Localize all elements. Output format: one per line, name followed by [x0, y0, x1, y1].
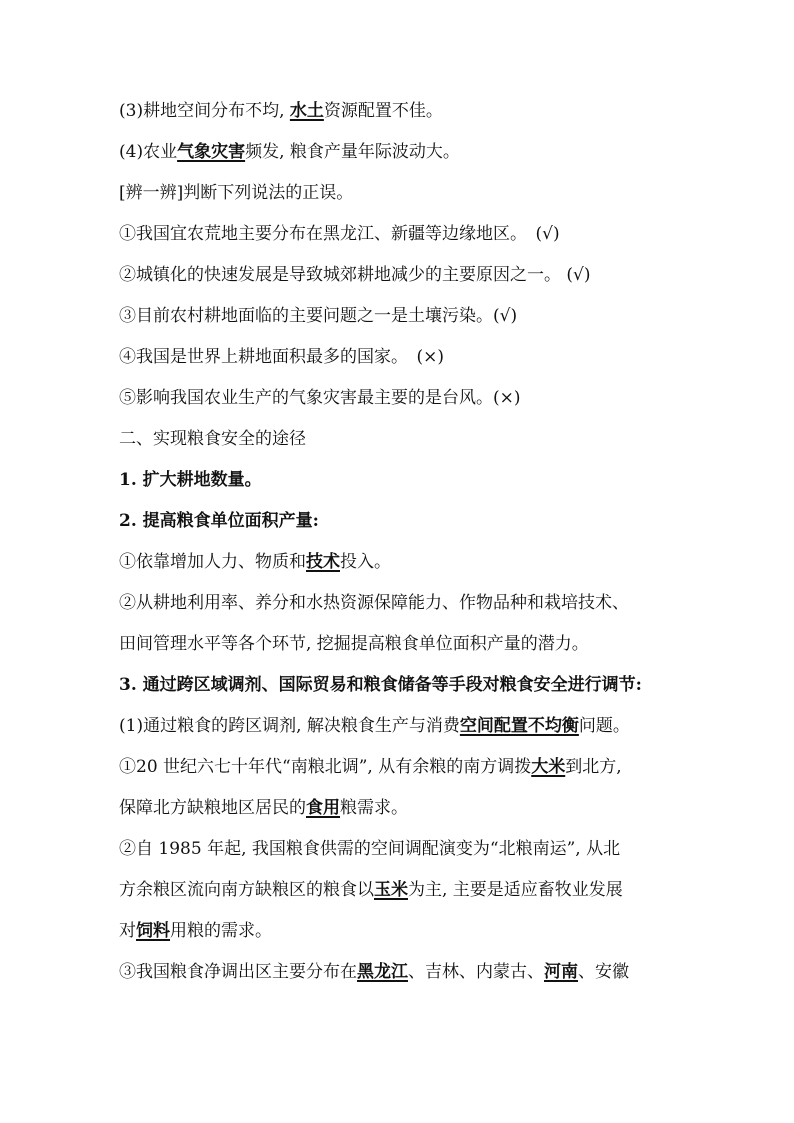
text-span: 为主, 主要是适应畜牧业发展: [408, 880, 623, 900]
judgement-item-2: ②城镇化的快速发展是导致城郊耕地减少的主要原因之一。 (√): [119, 265, 591, 285]
text-line-2: [119, 141, 689, 163]
text-line-14: 田间管理水平等各个环节, 挖掘提高粮食单位面积产量的潜力。: [119, 634, 589, 654]
judgement-item-3: ③目前农村耕地面临的主要问题之一是土壤污染。(√): [119, 306, 518, 326]
underlined-answer: 黑龙江: [357, 962, 408, 982]
text-span: (1)通过粮食的跨区调剂, 解决粮食生产与消费: [119, 716, 460, 736]
text-span: (3)耕地空间分布不均,: [119, 101, 290, 121]
underlined-answer: 空间配置不均衡: [459, 716, 579, 736]
section-heading: 二、实现粮食安全的途径: [119, 429, 306, 449]
text-span: 粮需求。: [340, 798, 408, 818]
underlined-answer: 河南: [544, 962, 578, 982]
text-line-13: ②从耕地利用率、养分和水热资源保障能力、作物品种和栽培技术、: [119, 593, 629, 613]
text-span: 用粮的需求。: [170, 921, 272, 941]
point-3: 3. 通过跨区域调剂、国际贸易和粮食储备等手段对粮食安全进行调节:: [119, 675, 642, 695]
text-span: 方余粮区流向南方缺粮区的粮食以: [119, 880, 374, 900]
underlined-answer: 食用: [306, 798, 340, 818]
point-2: 2. 提高粮食单位面积产量:: [119, 511, 319, 531]
text-line-20: [119, 879, 689, 901]
underlined-answer: 大米: [531, 757, 566, 777]
text-line-16: [119, 715, 689, 737]
point-1: 1. 扩大耕地数量。: [119, 470, 262, 490]
text-span: 、安徽: [578, 962, 629, 982]
text-line-18: [119, 797, 689, 819]
text-line-17: [119, 756, 689, 778]
text-line-22: [119, 961, 689, 983]
text-span: 对: [119, 921, 136, 941]
text-line-1: [119, 100, 689, 122]
text-span: ①依靠增加人力、物质和: [119, 552, 306, 572]
text-span: ①20 世纪六七十年代“南粮北调”, 从有余粮的南方调拨: [119, 757, 532, 777]
text-span: 、吉林、内蒙古、: [408, 962, 544, 982]
underlined-answer: 水土: [289, 101, 324, 121]
text-span: 资源配置不佳。: [323, 101, 443, 121]
text-span: 保障北方缺粮地区居民的: [119, 798, 306, 818]
exercise-heading: [辨一辨]判断下列说法的正误。: [119, 183, 354, 203]
judgement-item-4: ④我国是世界上耕地面积最多的国家。 (×): [119, 347, 445, 367]
underlined-answer: 玉米: [374, 880, 408, 900]
underlined-answer: 饲料: [136, 921, 170, 941]
text-span: 频发, 粮食产量年际波动大。: [245, 142, 460, 162]
text-span: 到北方,: [565, 757, 622, 777]
text-span: (4)农业: [119, 142, 178, 162]
text-span: 投入。: [340, 552, 391, 572]
underlined-answer: 气象灾害: [177, 142, 246, 162]
underlined-answer: 技术: [306, 552, 340, 572]
text-span: ③我国粮食净调出区主要分布在: [119, 962, 357, 982]
text-line-21: [119, 920, 689, 942]
text-line-12: [119, 551, 689, 573]
judgement-item-1: ①我国宜农荒地主要分布在黑龙江、新疆等边缘地区。 (√): [119, 224, 560, 244]
document-page: [119, 100, 689, 1002]
text-span: 问题。: [578, 716, 630, 736]
judgement-item-5: ⑤影响我国农业生产的气象灾害最主要的是台风。(×): [119, 388, 521, 408]
text-line-19: ②自 1985 年起, 我国粮食供需的空间调配演变为“北粮南运”, 从北: [119, 839, 621, 859]
